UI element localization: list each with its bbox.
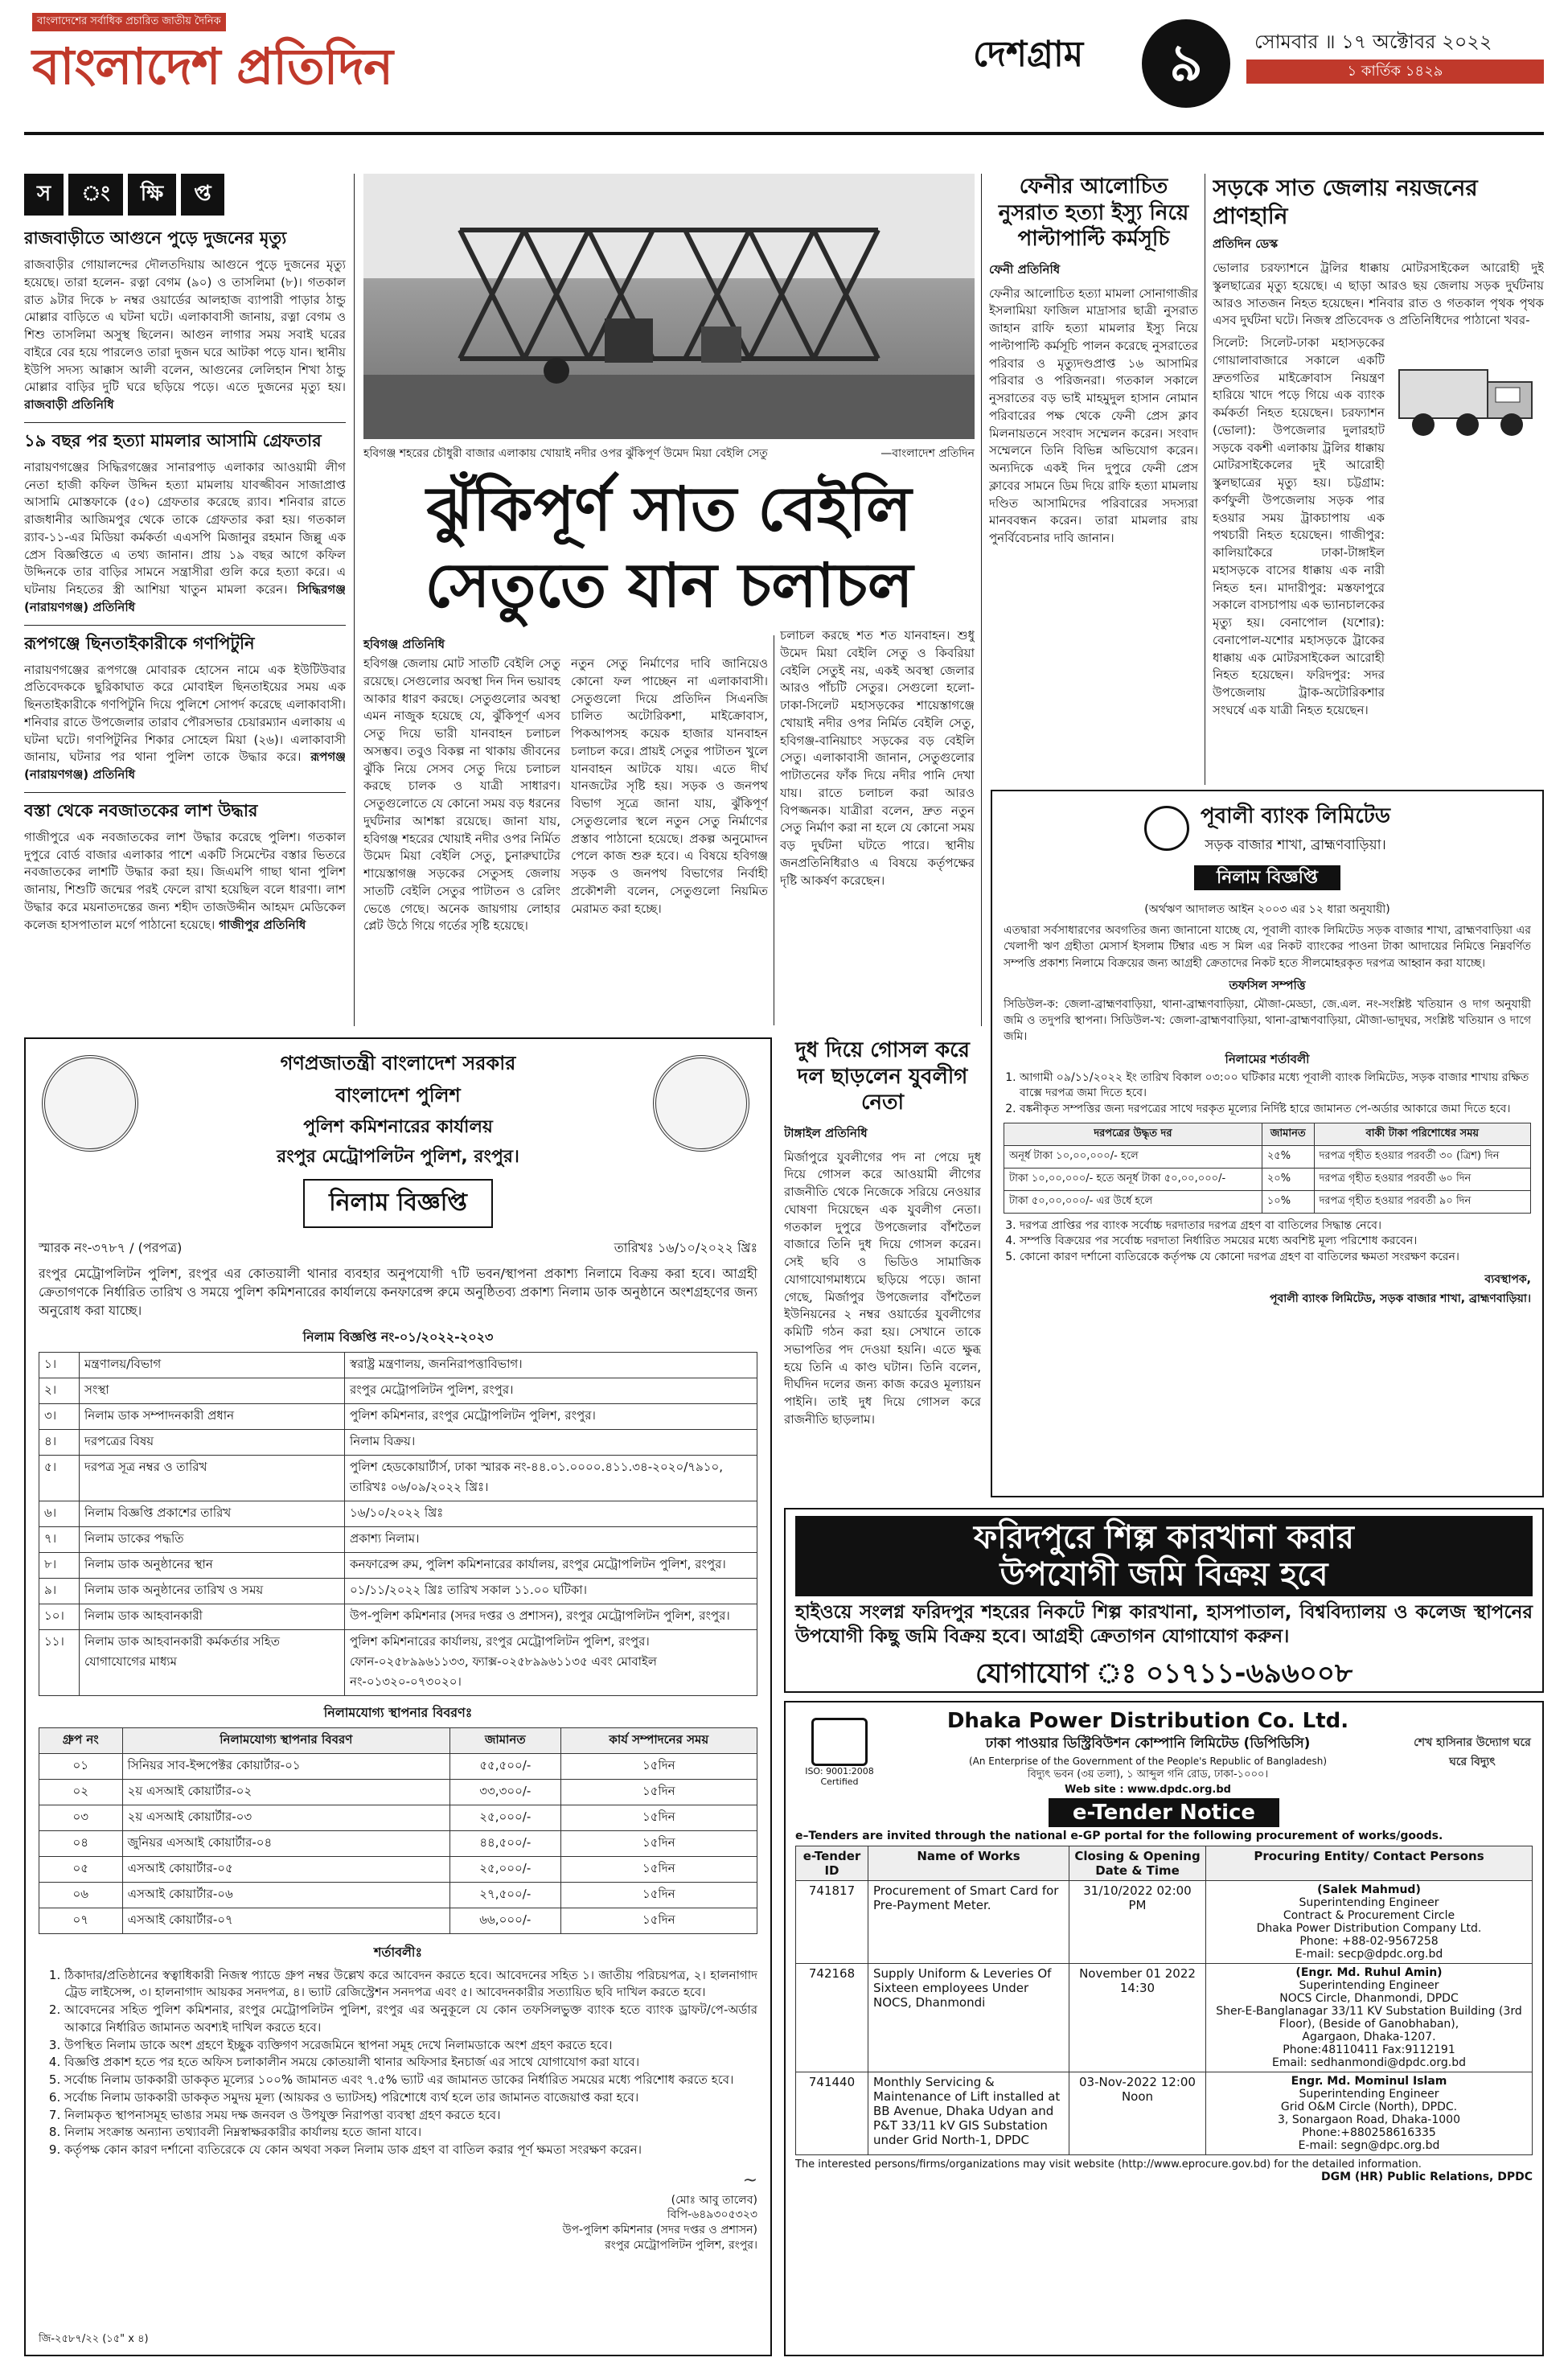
brief-item-title: ১৯ বছর পর হত্যা মামলার আসামি গ্রেফতার xyxy=(24,430,322,450)
dpdc-name-bn: ঢাকা পাওয়ার ডিস্ট্রিবিউশন কোম্পানি লিমিটেড (ডিপিডিসি) xyxy=(985,1735,1311,1752)
bank-subtitle: (অর্থঋণ আদালত আইন ২০০৩ এর ১২ ধারা অনুযায়ী) xyxy=(1144,903,1390,916)
contact-line: Email: sedhanmondi@dpdc.org.bd xyxy=(1272,2056,1466,2069)
bank-terms-list xyxy=(1004,1070,1531,1118)
table-row: ০১ সিনিয়র সাব-ইন্সপেক্টর কোয়ার্টার-০১ ৫৫,৫০০/- ১৫দিন xyxy=(39,1753,757,1779)
table-row: ০৩ ২য় এসআই কোয়ার্টার-০৩ ২৫,০০০/- ১৫দিন xyxy=(39,1805,757,1830)
brief-item-body: নারায়ণগঞ্জের রূপগঞ্জে মোবারক হোসেন নামে এক ইউটিউবার প্রতিবেদককে ছুরিকাঘাত করে মোবাইল ছিনতাইয়ের সময় এক ছিনতাইকারীকে গণপিটুনি দিয়ে পুলিশে সোপর্দ করেছে এলাকাবাসী। শনিবার রাতে উপজেলার তারাব পৌরসভার চেয়ারম্যান এলাকায় এ ঘটনা ঘটে। গণপিটুনির শিকার সোহেল মিয়া (২৬)। এলাকাবাসী জানায়, ঘটনার পর থানা পুলিশ তাকে উদ্ধার করে। রূপগঞ্জ (নারায়ণগঞ্জ) প্রতিনিধি xyxy=(24,662,346,782)
bank-notice-title: নিলাম বিজ্ঞপ্তি xyxy=(1194,865,1340,890)
table-row: ০৪ জুনিয়র এসআই কোয়ার্টার-০৪ ৪৪,৫০০/- ১৫দিন xyxy=(39,1830,757,1856)
table-header: কার্য সম্পাদনের সময় xyxy=(560,1727,757,1753)
table-row: ৫। দরপত্র সূত্র নম্বর ও তারিখ পুলিশ হেডকোয়ার্টার্স, ঢাকা স্মারক নং-৪৪.০১.০০০০.৪১১.৩৪-২০২০/৭৯১০, তারিখঃ ০৬/০৯/২০২২ খ্রিঃ। xyxy=(39,1455,757,1501)
faridpur-banner: ফরিদপুরে শিল্প কারখানা করার উপযোগী জমি বিক্রয় হবে xyxy=(795,1516,1533,1596)
dpdc-name: Dhaka Power Distribution Co. Ltd. xyxy=(946,1709,1349,1733)
table-header: নিলামযোগ্য স্থাপনার বিবরণ xyxy=(122,1727,449,1753)
brief-header xyxy=(24,174,346,216)
contact-line: Superintending Engineer xyxy=(1299,1979,1439,1992)
bank-term: 2. বঙ্কনীকৃত সম্পত্তির জন্য দরপত্রের সাথে দরকৃত মূল্যের নির্দিষ্ট হারে জামানত পে-অর্ডার আকারে জমা দিতে হবে। xyxy=(1020,1102,1531,1118)
masthead-rule xyxy=(24,132,1544,135)
brief-item xyxy=(24,428,346,617)
bank-schedule-title: তফসিল সম্পত্তি xyxy=(1229,977,1306,992)
bank-terms-title: নিলামের শর্তাবলী xyxy=(1225,1051,1310,1066)
police-info-table xyxy=(39,1352,757,1696)
table-row: 741817 Procurement of Smart Card for Pre-Payment Meter. 31/10/2022 02:00 PM (Salek Mahmud) Superintending Engineer Contract & Procurement Circle Dhaka Power Distribution Company Ltd. Phone: +88-02-9567258 E-mail: secp@dpdc.org.bd xyxy=(796,1881,1533,1964)
bank-body: এতদ্বারা সর্বসাধারণের অবগতির জন্য জানানো যাচ্ছে যে, পূবালী ব্যাংক লিমিটেড সড়ক বাজার শাখা, ব্রাহ্মণবাড়িয়া এর খেলাপী ঋণ গ্রহীতা মেসার্স ইসলাম টিম্বার এন্ড স মিল এর নিকট ব্যাংকের পাওনা টাকা আদায়ের নিমিত্তে নিম্নবর্ণিত সম্পত্তি প্রকাশ্য নিলামে বিক্রয়ের জন্য আগ্রহী ক্রেতাদের নিকট হতে সীলমোহরকৃত দরপত্র আহ্বান করা যাচ্ছে। xyxy=(1004,924,1531,970)
brief-item-byline: রূপগঞ্জ (নারায়ণগঞ্জ) প্রতিনিধি xyxy=(24,750,346,782)
table-header: জামানত xyxy=(1262,1123,1314,1145)
feni-headline: ফেনীর আলোচিত নুসরাত হত্যা ইস্যু নিয়ে পাল্টাপাল্টি কর্মসূচি xyxy=(998,175,1189,251)
date-line-bar xyxy=(1246,60,1544,84)
bank-terms-list-cont xyxy=(1004,1218,1531,1266)
milk-headline: দুধ দিয়ে গোসল করে দল ছাড়লেন যুবলীগ নেতা xyxy=(795,1038,970,1115)
police-condition: 6. সর্বোচ্চ নিলাম ডাককারী ডাককৃত সমুদয় মূল্য (আয়কর ও ভ্যাটসহ) পরিশোধে ব্যর্থ হলে তার জামানত বাজেয়াপ্ত করা হবে। xyxy=(64,2089,757,2107)
table-row: 741440 Monthly Servicing & Maintenance of Lift installed at BB Avenue, Dhaka Udyan and P&T 33/11 kV GIS Substation under Grid North-1, DPDC 03-Nov-2022 12:00 Noon Engr. Md. Mominul Islam Superintending Engineer Grid O&M Circle (North), DPDC. 3, Sonargaon Road, Dhaka-1000 Phone:+880258616335 E-mail: segn@dpc.org.bd xyxy=(796,2072,1533,2155)
truck-illustration xyxy=(1391,338,1544,458)
table-row: ৯। নিলাম ডাক অনুষ্ঠানের তারিখ ও সময় ০১/১১/২০২২ খ্রিঃ তারিখ সকাল ১১.০০ ঘটিকা। xyxy=(39,1578,757,1604)
lead-column-2: নতুন সেতু নির্মাণের দাবি জানিয়েও কোনো ফল পাচ্ছেন না এলাকাবাসী। সেতুগুলো দিয়ে প্রতিদিন সিএনজি চালিত অটোরিকশা, মাইক্রোবাস, পিকআপসহ কয়েক হাজার যানবাহন চলাচল করে। প্রায়ই সেতুর পাটাতন খুলে যানবাহন আটকে যায়। এতে দীর্ঘ যানজটের সৃষ্টি হয়। সড়ক ও জনপথ বিভাগ সূত্রে জানা যায়, ঝুঁকিপূর্ণ সেতুগুলোর স্থলে নতুন সেতু নির্মাণের প্রস্তাব পাঠানো হয়েছে। প্রকল্প অনুমোদন পেলে কাজ শুরু হবে। এ বিষয়ে হবিগঞ্জ সড়ক ও জনপথ বিভাগের নির্বাহী প্রকৌশলী বলেন, সেতুগুলো নিয়মিত মেরামত করা হচ্ছে। xyxy=(571,656,768,916)
brief-item-byline: গাজীপুর প্রতিনিধি xyxy=(219,917,306,932)
pubali-bank-notice xyxy=(991,790,1544,1497)
lead-column-3: চলাচল করছে শত শত যানবাহন। শুধু উমেদ মিয়া বেইলি সেতু ও কিবরিয়া বেইলি সেতুই নয়, একই অবস্থা জেলার আরও পাঁচটি সেতুর। সেগুলো হলো- ঢাকা-সিলেট মহাসড়কের শায়েস্তাগঞ্জে খোয়াই নদীর ওপর নির্মিত বেইলি সেতু, হবিগঞ্জ-বানিয়াচং সড়কের বড় বেইলি সেতু। এলাকাবাসী জানান, সেতুগুলোর পাটাতনের ফাঁক দিয়ে নদীর পানি দেখা যায়। রাতে চলাচল করা আরও বিপজ্জনক। যাত্রীরা বলেন, দ্রুত নতুন সেতু নির্মাণ করা না হলে যে কোনো সময় বড় দুর্ঘটনা ঘটতে পারে। স্থানীয় জনপ্রতিনিধিরাও এ বিষয়ে কর্তৃপক্ষের দৃষ্টি আকর্ষণ করেছেন। xyxy=(780,628,975,888)
brief-column xyxy=(24,174,346,1026)
masthead xyxy=(24,11,1544,164)
table-header: বাকী টাকা পরিশোধের সময় xyxy=(1314,1123,1530,1145)
police-condition: 5. সর্বোচ্চ নিলাম ডাককারী ডাককৃত মূল্যের ১০০% জামানত এবং ৭.৫% ভ্যাট এর জামানত ডাকের নির্ধারিত সময়ের মধ্যে পরিশোধ করতে হবে। xyxy=(64,2072,757,2089)
police-gov: গণপ্রজাতন্ত্রী বাংলাদেশ সরকার xyxy=(280,1052,516,1074)
lead-column-1: হবিগঞ্জ জেলায় মোট সাতটি বেইলি সেতু রয়েছে। সেগুলোর অবস্থা দিন দিন ভয়াবহ আকার ধারণ করছে। সেতুগুলোর অবস্থা এমন নাজুক হয়েছে যে, ঝুঁকিপূর্ণ এসব সেতু দিয়ে ভারী যানবাহন চলাচল অসম্ভব। তবুও বিকল্প না থাকায় জীবনের ঝুঁকি নিয়ে সেসব সেতু দিয়ে চলাচল করছে চালক ও যাত্রী সাধারণ। সেতুগুলোতে যে কোনো সময় বড় ধরনের দুর্ঘটনার আশঙ্কা রয়েছে। জানা যায়, হবিগঞ্জ শহরের খোয়াই নদীর ওপর নির্মিত উমেদ মিয়া বেইলি সেতু, চুনারুঘাটের শায়েস্তাগঞ্জ সড়কের সেতুসহ জেলায় সাতটি বেইলি সেতুর পাটাতন ও রেলিং ভেঙে গেছে। অনেক জায়গায় লোহার প্লেট উঠে গিয়ে গর্তের সৃষ্টি হয়েছে। xyxy=(363,656,560,934)
dpdc-tagline: (An Enterprise of the Government of the People's Republic of Bangladesh) xyxy=(968,1756,1328,1767)
etender-intro: e–Tenders are invited through the national e-GP portal for the following procurement of works/goods. xyxy=(795,1830,1443,1842)
brief-item-byline: রাজবাড়ী প্রতিনিধি xyxy=(24,397,114,412)
etender-table xyxy=(795,1846,1533,2155)
bridge-illustration xyxy=(363,174,975,439)
brief-item-title: বস্তা থেকে নবজাতকের লাশ উদ্ধার xyxy=(24,800,258,820)
table-row: 742168 Supply Uniform & Leveries Of Sixteen employees Under NOCS, Dhanmondi November 01 2022 14:30 (Engr. Md. Ruhul Amin) Superintending Engineer NOCS Circle, Dhanmondi, DPDC Sher-E-Banglanagar 33/11 KV Substation Building (3rd Floor), (Beside of Ganobhaban), Agargaon, Dhaka-1207. Phone:48110411 Fax:9112191 Email: sedhanmondi@dpdc.org.bd xyxy=(796,1964,1533,2072)
etender-title: e-Tender Notice xyxy=(1049,1798,1279,1827)
police-condition: 1. ঠিকাদার/প্রতিষ্ঠানের স্বত্বাধিকারী নিজস্ব প্যাডে গ্রুপ নম্বর উল্লেখ করে আবেদন করতে হবে। আবেদনের সহিত ১। জাতীয় পরিচয়পত্র, ২। হালনাগাদ ট্রেড লাইসেন্স, ৩। হালনাগাদ আয়কর সনদপত্র, ৪। ভ্যাট রেজিস্ট্রেশন সনদপত্র এবং ৫। আবেদনকারীর সত্যায়িত ছবি দাখিল করতে হবে। xyxy=(64,1967,757,2002)
police-dept: বাংলাদেশ পুলিশ xyxy=(335,1084,461,1107)
police-auction-notice xyxy=(24,1037,772,2356)
table-header: Closing & Opening Date & Time xyxy=(1069,1846,1206,1881)
contact-line: Contract & Procurement Circle xyxy=(1283,1909,1455,1922)
feni-body: ফেনীর আলোচিত হত্যা মামলা সোনাগাজীর ইসলামিয়া ফাজিল মাদ্রাসার ছাত্রী নুসরাত জাহান রাফি হত্যা মামলার ইস্যু নিয়ে পাল্টাপাল্টি কর্মসূচি পালন করেছে নুসরাতের পরিবার ও মৃত্যুদণ্ডপ্রাপ্ত ১৬ আসামির পরিবার ও পরিজনরা। গতকাল সকালে নুসরাতের বড় ভাই মাহমুদুল হাসান নোমান পরিবারের পক্ষ থেকে ফেনী প্রেস ক্লাব মিলনায়তনে সংবাদ সম্মেলন করেন। সংবাদ সম্মেলনে তিনি বিভিন্ন অভিযোগ করেন। অন্যদিকে একই দিন দুপুরে ফেনী প্রেস ক্লাবের সামনে ডিম দিয়ে রাফি হত্যা মামলায় দণ্ডিত আসামিদের পরিবারের সদস্যরা মানববন্ধন করেন। তারা মামলার রায় পুনর্বিবেচনার দাবি জানান। xyxy=(989,285,1198,545)
contact-line: Engr. Md. Mominul Islam xyxy=(1291,2075,1447,2088)
etender-signoff: DGM (HR) Public Relations, DPDC xyxy=(1320,2171,1533,2183)
road-body: সিলেট: সিলেট-ঢাকা মহাসড়কের গোয়ালাবাজারে সকালে একটি দ্রুতগতির মাইক্রোবাস নিয়ন্ত্রণ হারিয়ে খাদে পড়ে গিয়ে এক ব্যাংক কর্মকর্তা নিহত হয়েছেন। চরফ্যাশন (ভোলা): উপজেলার দুলারহাট সড়কে বকশী এলাকায় ট্রলির ধাক্কায় মোটরসাইকেলের দুই আরোহী স্কুলছাত্রের মৃত্যু হয়। চট্টগ্রাম: কর্ণফুলী উপজেলায় সড়ক পার হওয়ার সময় ট্রাকচাপায় এক পথচারী নিহত হয়েছেন। গাজীপুর: কালিয়াকৈরে ঢাকা-টাঙ্গাইল মহাসড়কে বাসের ধাক্কায় এক নারী নিহত হন। মাদারীপুর: মস্তফাপুরে সকালে বাসচাপায় এক ভ্যানচালকের মৃত্যু হয়। বেনাপোল (যশোর): বেনাপোল-যশোর মহাসড়কে ট্রাকের ধাক্কায় এক মোটরসাইকেল আরোহী নিহত হয়েছেন। ফরিদপুর: সদর উপজেলায় ট্রাক-অটোরিকশার সংঘর্ষে এক যাত্রী নিহত হয়েছেন। xyxy=(1213,335,1385,717)
police-footer-code: জি-২৫৮৭/২২ (১৫" x ৪) xyxy=(39,2333,149,2345)
police-table2-title: নিলামযোগ্য স্থাপনার বিবরণঃ xyxy=(323,1704,473,1720)
bank-signature-line: পূবালী ব্যাংক লিমিটেড, সড়ক বাজার শাখা, ব্রাহ্মণবাড়িয়া। xyxy=(1270,1292,1531,1306)
brief-item xyxy=(24,798,346,934)
police-seal-right xyxy=(653,1055,749,1152)
iso-label: ISO: 9001:2008 xyxy=(805,1766,874,1776)
contact-line: (Salek Mahmud) xyxy=(1317,1883,1421,1896)
police-condition: 4. বিজ্ঞপ্তি প্রকাশ হতে পর হতে অফিস চলাকালীন সময়ে কোতয়ালী থানার অফিসার ইনচার্জ এর সাথে যোগাযোগ করা যাবে। xyxy=(64,2054,757,2072)
faridpur-land-ad xyxy=(784,1508,1544,1693)
police-sign-line: উপ-পুলিশ কমিশনার (সদর দপ্তর ও প্রশাসন) xyxy=(562,2224,757,2237)
police-table1-title: নিলাম বিজ্ঞপ্তি নং-০১/২০২২-২০২৩ xyxy=(302,1329,494,1345)
table-row: টাকা ৫০,০০,০০০/- এর উর্ধে হলে ১০% দরপত্র গৃহীত হওয়ার পরবর্তী ৯০ দিন xyxy=(1004,1190,1531,1213)
police-condition: 7. নিলামকৃত স্থাপনাসমূহ ভাঙার সময় দক্ষ জনবল ও উপযুক্ত নিরাপত্তা ব্যবস্থা গ্রহণ করতে হবে। xyxy=(64,2107,757,2125)
milk-body: মির্জাপুরে যুবলীগের পদ না পেয়ে দুধ দিয়ে গোসল করে আওয়ামী লীগের রাজনীতি থেকে নিজেকে সরিয়ে নেওয়ার ঘোষণা দিয়েছেন এক যুবলীগ নেতা। গতকাল দুপুরে উপজেলার বাঁশতৈল বাজারে তিনি দুধ দিয়ে গোসল করেন। সেই ছবি ও ভিডিও সামাজিক যোগাযোগমাধ্যমে ছড়িয়ে পড়ে। জানা গেছে, মির্জাপুর উপজেলার বাঁশতৈল ইউনিয়নের ২ নম্বর ওয়ার্ডের যুবলীগের কমিটি গঠন করা হয়। সেখানে তাকে সভাপতির পদ দেওয়া হয়নি। এতে ক্ষুব্ধ হয়ে তিনি এ কাণ্ড ঘটান। তিনি বলেন, দীর্ঘদিন দলের জন্য কাজ করেও মূল্যায়ন পাইনি। তাই দুধ দিয়ে গোসল করে রাজনীতি ছাড়লাম। xyxy=(784,1149,981,1427)
contact-line: Agargaon, Dhaka-1207. xyxy=(1302,2031,1436,2043)
dpdc-logo xyxy=(811,1718,868,1766)
newspaper-logo: বাংলাদেশ প্রতিদিন xyxy=(32,37,392,96)
table-header: জামানত xyxy=(450,1727,561,1753)
police-sign-line: রংপুর মেট্রোপলিটন পুলিশ, রংপুর। xyxy=(605,2239,757,2253)
bank-name: পূবালী ব্যাংক লিমিটেড xyxy=(1201,804,1390,828)
bank-term: 3. দরপত্র প্রাপ্তির পর ব্যাংক সর্বোচ্চ দরদাতার দরপত্র গ্রহণ বা বাতিলের সিদ্ধান্ত নেবে। xyxy=(1020,1218,1531,1234)
dpdc-slogan: শেখ হাসিনার উদ্যোগ ঘরে ঘরে বিদ্যুৎ xyxy=(1414,1736,1531,1768)
police-conditions-list xyxy=(39,1967,757,2159)
table-header: Procuring Entity/ Contact Persons xyxy=(1206,1846,1533,1881)
signature-mark: ~ xyxy=(742,2170,757,2191)
road-story xyxy=(1213,174,1544,785)
brief-item xyxy=(24,630,346,784)
police-date: তারিখঃ ১৬/১০/২০২২ খ্রিঃ xyxy=(614,1240,757,1255)
bank-term: 1. আগামী ০৯/১১/২০২২ ইং তারিখ বিকাল ০৩:০০ ঘটিকার মধ্যে পূবালী ব্যাংক লিমিটেড, সড়ক বাজার শাখায় রক্ষিত বাক্সে দরপত্র জমা দিতে হবে। xyxy=(1020,1070,1531,1102)
table-row: ৮। নিলাম ডাক অনুষ্ঠানের স্থান কনফারেন্স রুম, পুলিশ কমিশনারের কার্যালয়, রংপুর মেট্রোপলিটন পুলিশ, রংপুর। xyxy=(39,1552,757,1578)
table-row: ০৬ এসআই কোয়ার্টার-০৬ ২৭,৫০০/- ১৫দিন xyxy=(39,1882,757,1908)
brief-letter: স xyxy=(24,174,64,216)
police-condition: 8. নিলাম সংক্রান্ত অন্যান্য তথ্যাবলী নিম্নস্বাক্ষরকারীর কার্যালয় হতে জানা যাবে। xyxy=(64,2124,757,2142)
contact-line: Grid O&M Circle (North), DPDC. xyxy=(1280,2101,1458,2113)
police-condition: 2. আবেদনের সহিত পুলিশ কমিশনার, রংপুর মেট্রোপলিটন পুলিশ, রংপুর এর অনুকূলে যে কোন তফসিলভুক্ত ব্যাংক হতে ব্যাংক ড্রাফট/পে-অর্ডার আকারে নির্ধারিত জামানত অবশ্যই দাখিল করতে হবে। xyxy=(64,2002,757,2037)
bank-logo xyxy=(1144,806,1189,851)
page-number: ৯ xyxy=(1169,34,1203,93)
table-row: ৬। নিলাম বিজ্ঞপ্তি প্রকাশের তারিখ ১৬/১০/২০২২ খ্রিঃ xyxy=(39,1501,757,1526)
brief-item-body: নারায়ণগঞ্জের সিদ্ধিরগঞ্জের সানারপাড় এলাকার আওয়ামী লীগ নেতা হাজী কফিল উদ্দিন হত্যা মামলায় যাবজ্জীবন সাজাপ্রাপ্ত আসামি মোস্তফাকে (৫০) গ্রেফতার করেছে র‌্যাব। শনিবার রাতে রাজধানীর আজিমপুর থেকে তাকে গ্রেফতার করা হয়। গতকাল র‌্যাব-১১-এর মিডিয়া কর্মকর্তা এএসপি মিজানুর রহমান জিল্লু এক প্রেস বিজ্ঞপ্তিতে এ তথ্য জানান। প্রায় ১৯ বছর আগে কফিল উদ্দিনকে তার বাড়ির সামনে সন্ত্রাসীরা গুলি করে হত্যা করে। এ ঘটনায় নিহতের স্ত্রী আশিয়া খাতুন মামলা করেন। সিদ্ধিরগঞ্জ (নারায়ণগঞ্জ) প্রতিনিধি xyxy=(24,459,346,614)
table-row: ৭। নিলাম ডাকের পদ্ধতি প্রকাশ্য নিলাম। xyxy=(39,1526,757,1552)
faridpur-body: হাইওয়ে সংলগ্ন ফরিদপুর শহরের নিকটে শিল্প কারখানা, হাসপাতাল, বিশ্ববিদ্যালয় ও কলেজ স্থাপনের উপযোগী কিছু জমি বিক্রয় হবে। আগ্রহী ক্রেতাগন যোগাযোগ করুন। xyxy=(795,1602,1533,1647)
bank-schedule: সিডিউল-ক: জেলা-ব্রাহ্মণবাড়িয়া, থানা-ব্রাহ্মণবাড়িয়া, মৌজা-মেড্ডা, জে.এল. নং-সংশ্লিষ্ট খতিয়ান ও দাগ অনুযায়ী জমি ও তদুপরি স্থাপনা। সিডিউল-খ: জেলা-ব্রাহ্মণবাড়িয়া, থানা-ব্রাহ্মণবাড়িয়া, মৌজা-ভাদুঘর, সংশ্লিষ্ট খতিয়ান ও দাগে জমি। xyxy=(1004,997,1531,1044)
contact-line: Phone:+880258616335 xyxy=(1302,2126,1436,2139)
table-row: ৩। নিলাম ডাক সম্পাদনকারী প্রধান পুলিশ কমিশনার, রংপুর মেট্রোপলিটন পুলিশ, রংপুর। xyxy=(39,1403,757,1429)
police-city: রংপুর মেট্রোপলিটন পুলিশ, রংপুর। xyxy=(277,1147,519,1167)
etender-footnote: The interested persons/firms/organizations may visit website (http://www.eprocure.gov.bd) for the detailed information. xyxy=(795,2158,1422,2171)
table-row: ২। সংস্থা রংপুর মেট্রোপলিটন পুলিশ, রংপুর। xyxy=(39,1378,757,1403)
table-header: গ্রুপ নং xyxy=(39,1727,123,1753)
table-row: অনূর্ধ টাকা ১০,০০,০০০/- হলে ২৫% দরপত্র গৃহীত হওয়ার পরবর্তী ৩০ (ত্রিশ) দিন xyxy=(1004,1145,1531,1168)
date-line: সোমবার ॥ ১৭ অক্টোবর ২০২২ xyxy=(1254,31,1492,53)
contact-line: E-mail: secp@dpdc.org.bd xyxy=(1295,1948,1443,1961)
date-line-2: ১ কার্তিক ১৪২৯ xyxy=(1347,63,1443,80)
dpdc-etender-notice xyxy=(784,1701,1544,2356)
police-memo: স্মারক নং-৩৭৮৭ / (পরপত্র) xyxy=(39,1240,183,1255)
road-byline: প্রতিদিন ডেস্ক xyxy=(1213,236,1279,251)
brief-item-title: রূপগঞ্জে ছিনতাইকারীকে গণপিটুনি xyxy=(24,633,255,653)
contact-line: Sher-E-Banglanagar 33/11 KV Substation Building (3rd Floor), (Beside of Ganobhaban), xyxy=(1216,2005,1522,2031)
table-row: টাকা ১০,০০,০০০/- হতে অনূর্ধ টাকা ৫০,০০,০০০/- ২০% দরপত্র গৃহীত হওয়ার পরবর্তী ৬০ দিন xyxy=(1004,1168,1531,1190)
police-sign-line: (মোঃ আবু তালেব) xyxy=(671,2193,757,2207)
bank-branch: সড়ক বাজার শাখা, ব্রাহ্মণবাড়িয়া। xyxy=(1205,837,1386,853)
feni-byline: ফেনী প্রতিনিধি xyxy=(989,261,1061,277)
police-notice-title: নিলাম বিজ্ঞপ্তি xyxy=(303,1179,493,1228)
dpdc-website: Web site : www.dpdc.org.bd xyxy=(1065,1784,1231,1796)
bank-term: 5. কোনো কারণ দর্শানো ব্যতিরেকে কর্তৃপক্ষ যে কোনো দরপত্র গ্রহণ বা বাতিলের ক্ষমতা সংরক্ষণ করেন। xyxy=(1020,1250,1531,1266)
brief-item-body: গাজীপুরে এক নবজাতকের লাশ উদ্ধার করেছে পুলিশ। গতকাল দুপুরে বোর্ড বাজার এলাকার পাশে একটি সিমেন্টের বস্তার ভিতরে নবজাতকের লাশটি উদ্ধার করা হয়। জিএমপি গাছা থানা পুলিশ জানায়, শিশুটি জন্মের পরই ফেলে রাখা হয়েছিল বলে ধারণা। লাশ উদ্ধার করে ময়নাতদন্তের জন্য শহীদ তাজউদ্দীন আহমদ মেডিকেল কলেজ হাসপাতাল মর্গে পাঠানো হয়েছে। গাজীপুর প্রতিনিধি xyxy=(24,829,346,932)
masthead-tagline: বাংলাদেশের সর্বাধিক প্রচারিত জাতীয় দৈনিক xyxy=(32,13,226,31)
iso-certified: Certified xyxy=(820,1776,859,1787)
contact-line: (Engr. Md. Ruhul Amin) xyxy=(1295,1966,1443,1979)
lead-byline: হবিগঞ্জ প্রতিনিধি xyxy=(363,637,445,651)
contact-line: Superintending Engineer xyxy=(1299,1896,1439,1909)
police-conditions-title: শর্তাবলীঃ xyxy=(373,1944,423,1960)
police-seal-left xyxy=(42,1055,138,1152)
road-headline: সড়কে সাত জেলায় নয়জনের প্রাণহানি xyxy=(1213,175,1478,229)
table-row: ১১। নিলাম ডাক আহবানকারী কর্মকর্তার সহিত যোগাযোগের মাধ্যম পুলিশ কমিশনারের কার্যালয়, রংপুর মেট্রোপলিটন পুলিশ, রংপুর। ফোন-০২৫৮৯৯৬১১৩৩, ফ্যাক্স-০২৫৮৯৯৬১১৩৫ এবং মোবাইল নং-০১৩২০-০৭৩০২০। xyxy=(39,1629,757,1695)
table-header: e-Tender ID xyxy=(796,1846,868,1881)
dpdc-address: বিদ্যুৎ ভবন (৩য় তলা), ১ আব্দুল গনি রোড, ঢাকা-১০০০। xyxy=(1027,1768,1269,1780)
police-condition: 3. উপস্থিত নিলাম ডাকে অংশ গ্রহণে ইচ্ছুক ব্যক্তিগণ সরেজমিনে স্থাপনা সমূহ দেখে নিলামডাকে অংশ গ্রহণ করতে হবে। xyxy=(64,2037,757,2055)
police-intro: রংপুর মেট্রোপলিটন পুলিশ, রংপুর এর কোতয়ালী থানার ব্যবহার অনুপযোগী ৭টি ভবন/স্থাপনা প্রকাশ্য নিলামে বিক্রয় করা হবে। আগ্রহী ক্রেতাগণকে নির্ধারিত তারিখ ও সময়ে পুলিশ কমিশনারের কার্যালয়ে কনফারেন্স রুমে অনুষ্ঠিতব্য প্রকাশ্য নিলাম ডাক অনুষ্ঠানে অংশগ্রহণের জন্য অনুরোধ করা যাচ্ছে। xyxy=(39,1266,757,1319)
contact-line: Phone: +88-02-9567258 xyxy=(1299,1935,1439,1948)
photo-caption: হবিগঞ্জ শহরের চৌধুরী বাজার এলাকায় খোয়াই নদীর ওপর ঝুঁকিপূর্ণ উমেদ মিয়া বেইলি সেতু —বাংলাদেশ প্রতিদিন xyxy=(363,444,975,463)
bridge-photo xyxy=(363,174,975,439)
milk-byline: টাঙ্গাইল প্রতিনিধি xyxy=(784,1125,868,1140)
table-row: ৪। দরপত্রের বিষয় নিলাম বিক্রয়। xyxy=(39,1429,757,1455)
contact-line: Superintending Engineer xyxy=(1299,2088,1439,2101)
contact-line: 3, Sonargaon Road, Dhaka-1000 xyxy=(1278,2113,1460,2126)
road-intro: ভোলার চরফ্যাশনে ট্রলির ধাক্কায় মোটরসাইকেল আরোহী দুই স্কুলছাত্রের মৃত্যু হয়েছে। এ ছাড়া আরও ছয় জেলায় সড়ক দুর্ঘটনায় আরও সাতজন নিহত হয়েছেন। শনিবার রাত ও গতকাল পৃথক পৃথক এসব দুর্ঘটনা ঘটে। নিজস্ব প্রতিবেদক ও প্রতিনিধিদের পাঠানো খবর- xyxy=(1213,261,1544,328)
police-condition: 9. কর্তৃপক্ষ কোন কারণ দর্শানো ব্যতিরেকে যে কোন অথবা সকল নিলাম ডাক গ্রহণ বা বাতিল করার পূর্ণ ক্ষমতা সংরক্ষণ করেন। xyxy=(64,2142,757,2159)
brief-item-title: রাজবাড়ীতে আগুনে পুড়ে দুজনের মৃত্যু xyxy=(24,228,287,248)
table-row: ০২ ২য় এসআই কোয়ার্টার-০২ ৩৩,৩০০/- ১৫দিন xyxy=(39,1779,757,1805)
table-header: Name of Works xyxy=(868,1846,1069,1881)
contact-line: NOCS Circle, Dhanmondi, DPDC xyxy=(1279,1992,1459,2005)
bank-term: 4. সম্পত্তি বিক্রয়ের পর সর্বোচ্চ দরদাতা নির্ধারিত সময়ের মধ্যে অবশিষ্ট মূল্য পরিশোধ করবেন। xyxy=(1020,1234,1531,1250)
contact-line: Phone:48110411 Fax:9112191 xyxy=(1283,2043,1455,2056)
section-title: দেশগ্রাম xyxy=(973,34,1084,75)
contact-line: E-mail: segn@dpc.org.bd xyxy=(1298,2139,1440,2152)
brief-letter: ং xyxy=(68,174,123,216)
table-row: ০৫ এসআই কোয়ার্টার-০৫ ২৫,০০০/- ১৫দিন xyxy=(39,1856,757,1882)
lead-headline: ঝুঁকিপূর্ণ সাত বেইলি সেতুতে যান চলাচল xyxy=(425,473,913,621)
bank-deposit-table xyxy=(1004,1123,1531,1214)
police-sign-line: বিপি-৬৪৯৩০৫৩২৩ xyxy=(667,2208,757,2222)
bank-signature-title: ব্যবস্থাপক, xyxy=(1484,1273,1531,1287)
page-number-badge xyxy=(1142,19,1230,108)
table-row: ০৭ এসআই কোয়ার্টার-০৭ ৬৬,০০০/- ১৫দিন xyxy=(39,1908,757,1933)
feni-story xyxy=(989,174,1198,785)
police-property-table xyxy=(39,1727,757,1934)
faridpur-contact: যোগাযোগ ঃ ০১৭১১-৬৯৬০০৮ xyxy=(975,1657,1353,1690)
table-header: দরপত্রের উদ্ধৃত দর xyxy=(1004,1123,1262,1145)
table-row: ১। মন্ত্রণালয়/বিভাগ স্বরাষ্ট্র মন্ত্রণালয়, জননিরাপত্তাবিভাগ। xyxy=(39,1352,757,1378)
brief-item-body: রাজবাড়ীর গোয়ালন্দের দৌলতদিয়ায় আগুনে পুড়ে দুজনের মৃত্যু হয়েছে। তারা হলেন- রত্না বেগম (৯০) ও তাসলিমা (৮)। গতকাল রাত ৯টার দিকে ৮ নম্বর ওয়ার্ডের আলহাজ ব্যাপারী পাড়ার ঠান্ডু মোল্লার বাড়িতে এ ঘটনা ঘটে। এলাকাবাসী জানায়, রত্না বেগম ও শিশু তাসলিমা অসুস্থ ছিলেন। আগুন লাগার সময় সবাই ঘরের বাইরে বের হয়ে পারলেও তারা দুজন ঘরে আটকা পড়ে যান। স্থানীয় ইউপি সদস্য আক্কাস আলী বলেন, আগুনের লেলিহান শিখা ঠান্ডু মোল্লার বাড়ির দুটি ঘরে ছড়িয়ে পড়ে। এতে দুজনের মৃত্যু হয়। রাজবাড়ী প্রতিনিধি xyxy=(24,257,346,412)
photo-credit: —বাংলাদেশ প্রতিদিন xyxy=(880,447,975,460)
brief-letter: ক্ষি xyxy=(128,174,177,216)
table-row: ১০। নিলাম ডাক আহবানকারী উপ-পুলিশ কমিশনার (সদর দপ্তর ও প্রশাসন), রংপুর মেট্রোপলিটন পুলিশ, রংপুর। xyxy=(39,1604,757,1629)
brief-item-byline: সিদ্ধিরগঞ্জ (নারায়ণগঞ্জ) প্রতিনিধি xyxy=(24,582,346,614)
brief-letter: প্ত xyxy=(181,174,224,216)
police-office: পুলিশ কমিশনারের কার্যালয় xyxy=(303,1117,493,1137)
contact-line: Dhaka Power Distribution Company Ltd. xyxy=(1256,1922,1482,1935)
brief-item xyxy=(24,225,346,414)
